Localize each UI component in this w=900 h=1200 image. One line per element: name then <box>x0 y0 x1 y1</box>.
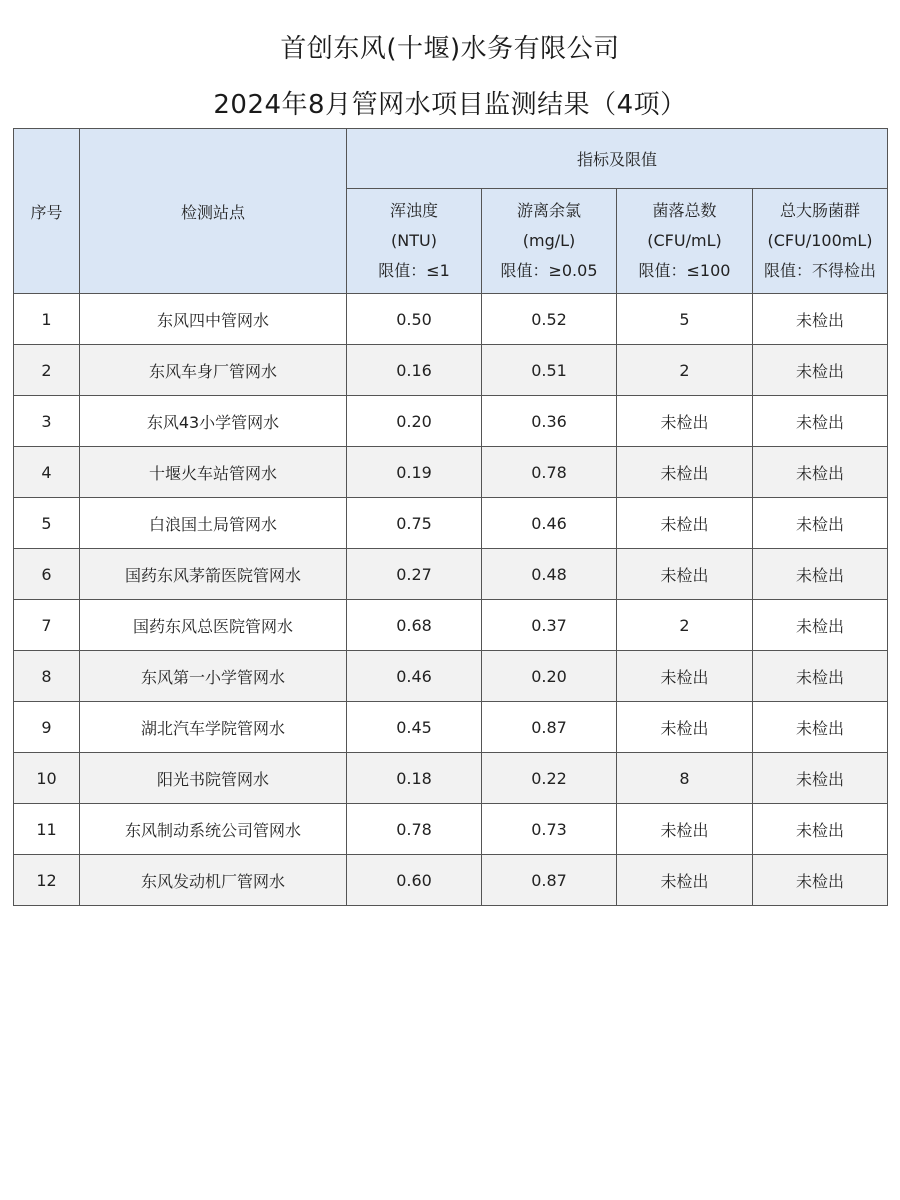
col-header-colony-count <box>617 189 753 294</box>
cell-colony: 未检出 <box>617 855 753 906</box>
table-row <box>14 753 888 804</box>
table-row <box>14 651 888 702</box>
cell-turbidity: 0.60 <box>347 855 482 906</box>
cell-station: 东风43小学管网水 <box>80 396 347 447</box>
cell-turbidity: 0.78 <box>347 804 482 855</box>
cell-coliform: 未检出 <box>753 804 888 855</box>
indicator-limit: 限值：≤1 <box>378 261 450 280</box>
indicator-unit: (CFU/100mL) <box>767 231 873 250</box>
cell-index: 12 <box>14 855 80 906</box>
cell-colony: 未检出 <box>617 651 753 702</box>
indicator-name: 总大肠菌群 <box>780 201 861 220</box>
table-body <box>14 294 888 906</box>
cell-coliform: 未检出 <box>753 651 888 702</box>
indicator-limit: 限值：不得检出 <box>764 261 877 280</box>
cell-coliform: 未检出 <box>753 702 888 753</box>
cell-turbidity: 0.50 <box>347 294 482 345</box>
cell-chlorine: 0.36 <box>482 396 617 447</box>
cell-coliform: 未检出 <box>753 396 888 447</box>
cell-station: 国药东风茅箭医院管网水 <box>80 549 347 600</box>
cell-coliform: 未检出 <box>753 549 888 600</box>
indicator-limit: 限值：≥0.05 <box>500 261 598 280</box>
cell-colony: 未检出 <box>617 549 753 600</box>
col-header-total-coliform <box>753 189 888 294</box>
cell-station: 东风发动机厂管网水 <box>80 855 347 906</box>
cell-coliform: 未检出 <box>753 855 888 906</box>
table-row <box>14 498 888 549</box>
page-title: 首创东风(十堰)水务有限公司 <box>280 34 620 64</box>
cell-turbidity: 0.45 <box>347 702 482 753</box>
cell-index: 4 <box>14 447 80 498</box>
cell-chlorine: 0.20 <box>482 651 617 702</box>
page-subtitle: 2024年8月管网水项目监测结果（4项） <box>213 90 687 120</box>
cell-coliform: 未检出 <box>753 345 888 396</box>
cell-chlorine: 0.48 <box>482 549 617 600</box>
cell-turbidity: 0.18 <box>347 753 482 804</box>
col-header-free-chlorine <box>482 189 617 294</box>
cell-colony: 8 <box>617 753 753 804</box>
cell-coliform: 未检出 <box>753 600 888 651</box>
cell-colony: 未检出 <box>617 498 753 549</box>
indicator-unit: (CFU/mL) <box>647 231 722 250</box>
cell-turbidity: 0.27 <box>347 549 482 600</box>
col-header-turbidity <box>347 189 482 294</box>
cell-colony: 未检出 <box>617 702 753 753</box>
table-row <box>14 396 888 447</box>
cell-turbidity: 0.19 <box>347 447 482 498</box>
cell-colony: 2 <box>617 600 753 651</box>
cell-chlorine: 0.52 <box>482 294 617 345</box>
cell-chlorine: 0.46 <box>482 498 617 549</box>
cell-chlorine: 0.73 <box>482 804 617 855</box>
results-table <box>13 128 888 906</box>
cell-index: 6 <box>14 549 80 600</box>
cell-colony: 2 <box>617 345 753 396</box>
indicator-limit: 限值：≤100 <box>638 261 731 280</box>
cell-turbidity: 0.20 <box>347 396 482 447</box>
cell-coliform: 未检出 <box>753 753 888 804</box>
cell-station: 阳光书院管网水 <box>80 753 347 804</box>
cell-station: 白浪国土局管网水 <box>80 498 347 549</box>
table-row <box>14 447 888 498</box>
table-row <box>14 702 888 753</box>
cell-turbidity: 0.68 <box>347 600 482 651</box>
table-row <box>14 600 888 651</box>
cell-station: 国药东风总医院管网水 <box>80 600 347 651</box>
cell-index: 9 <box>14 702 80 753</box>
cell-station: 东风车身厂管网水 <box>80 345 347 396</box>
cell-index: 10 <box>14 753 80 804</box>
cell-chlorine: 0.37 <box>482 600 617 651</box>
table-row <box>14 345 888 396</box>
cell-index: 11 <box>14 804 80 855</box>
cell-station: 东风四中管网水 <box>80 294 347 345</box>
cell-chlorine: 0.51 <box>482 345 617 396</box>
cell-station: 东风制动系统公司管网水 <box>80 804 347 855</box>
cell-index: 1 <box>14 294 80 345</box>
cell-station: 十堰火车站管网水 <box>80 447 347 498</box>
col-header-station: 检测站点 <box>80 129 347 294</box>
indicator-name: 菌落总数 <box>652 201 717 220</box>
table-row <box>14 549 888 600</box>
cell-chlorine: 0.87 <box>482 702 617 753</box>
cell-chlorine: 0.78 <box>482 447 617 498</box>
cell-station: 湖北汽车学院管网水 <box>80 702 347 753</box>
cell-colony: 未检出 <box>617 447 753 498</box>
cell-index: 5 <box>14 498 80 549</box>
table-row <box>14 294 888 345</box>
col-header-index: 序号 <box>14 129 80 294</box>
indicator-name: 游离余氯 <box>516 201 581 220</box>
indicator-unit: (mg/L) <box>522 231 576 250</box>
cell-turbidity: 0.75 <box>347 498 482 549</box>
cell-chlorine: 0.87 <box>482 855 617 906</box>
cell-coliform: 未检出 <box>753 294 888 345</box>
cell-index: 3 <box>14 396 80 447</box>
col-group-header-indicators: 指标及限值 <box>347 129 888 189</box>
cell-colony: 5 <box>617 294 753 345</box>
table-header <box>14 129 888 294</box>
cell-turbidity: 0.46 <box>347 651 482 702</box>
cell-colony: 未检出 <box>617 396 753 447</box>
table-row <box>14 804 888 855</box>
table-row <box>14 855 888 906</box>
indicator-unit: (NTU) <box>391 231 437 250</box>
cell-index: 2 <box>14 345 80 396</box>
cell-index: 7 <box>14 600 80 651</box>
cell-chlorine: 0.22 <box>482 753 617 804</box>
cell-coliform: 未检出 <box>753 447 888 498</box>
cell-turbidity: 0.16 <box>347 345 482 396</box>
cell-station: 东风第一小学管网水 <box>80 651 347 702</box>
cell-index: 8 <box>14 651 80 702</box>
cell-coliform: 未检出 <box>753 498 888 549</box>
indicator-name: 浑浊度 <box>389 201 438 220</box>
cell-colony: 未检出 <box>617 804 753 855</box>
